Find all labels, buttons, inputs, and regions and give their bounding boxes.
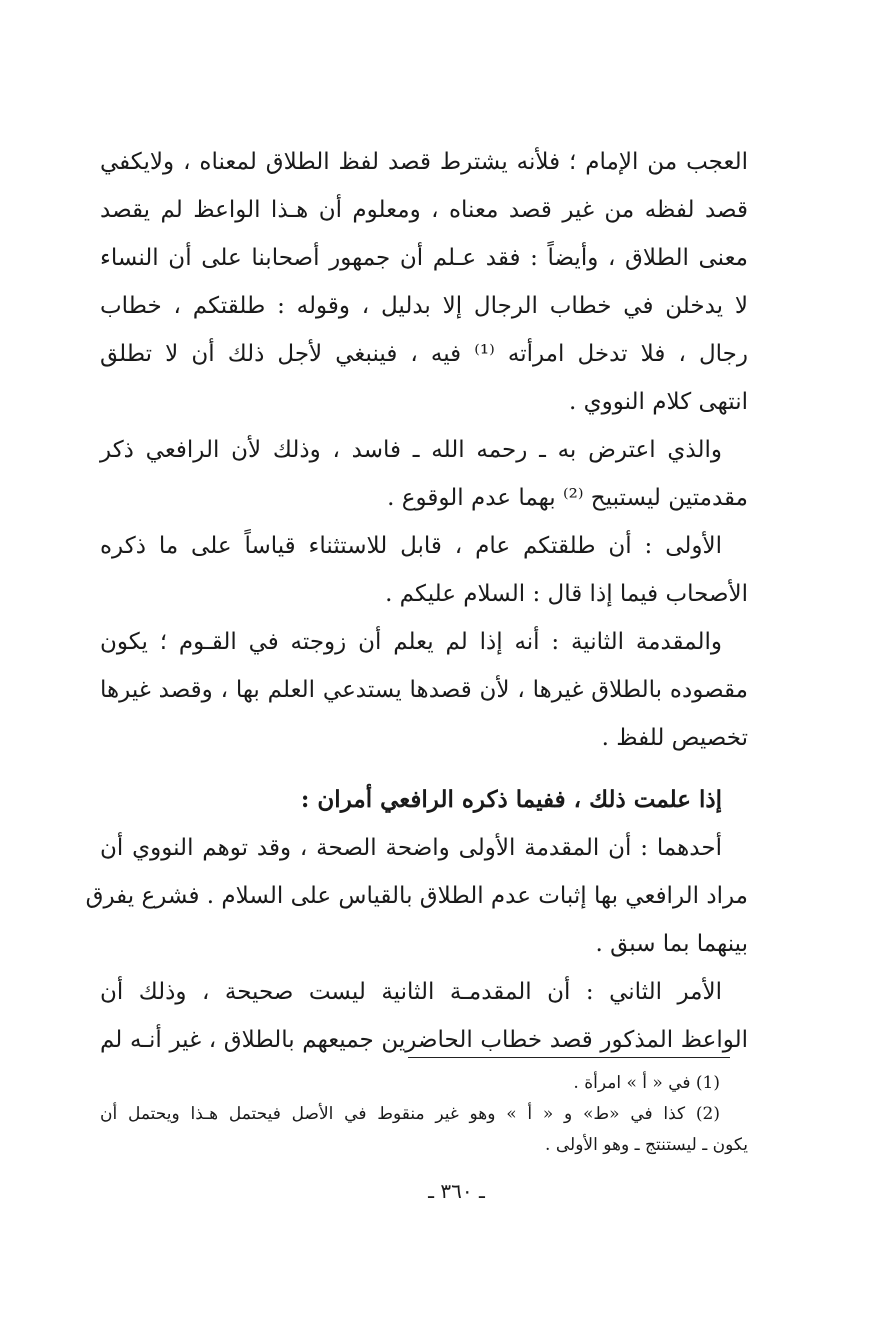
body-text [85, 138, 748, 1064]
section-heading: إذا علمت ذلك ، ففيما ذكره الرافعي أمران : [300, 786, 722, 813]
text-line: انتهى كلام النووي . [569, 389, 748, 415]
text-line: الواعظ المذكور قصد خطاب الحاضرين جميعهم بالطلاق ، غير أنـه لم [100, 1027, 748, 1053]
text-line: الأصحاب فيما إذا قال : السلام عليكم . [385, 581, 748, 607]
footnotes [100, 1068, 748, 1161]
text-line: مراد الرافعي بها إثبات عدم الطلاق بالقياس على السلام . فشرع يفرق [85, 883, 748, 909]
text-line: والذي اعترض به ـ رحمه الله ـ فاسد ، وذلك لأن الرافعي ذكر [100, 437, 722, 463]
footnote-1: (1) في « أ » امرأة . [573, 1073, 720, 1093]
text-line: أحدهما : أن المقدمة الأولى واضحة الصحة ، وقد توهم النووي أن [100, 835, 722, 861]
text-line: والمقدمة الثانية : أنه إذا لم يعلم أن زوجته في القـوم ؛ يكون [100, 629, 722, 655]
text-line: لا يدخلن في خطاب الرجال إلا بدليل ، وقوله : طلقتكم ، خطاب [100, 293, 748, 319]
page-number-label: ـ ٣٦٠ ـ [428, 1179, 485, 1203]
text-line: بينهما بما سبق . [595, 931, 748, 957]
text-line: رجال ، فلا تدخل امرأته ⁽¹⁾ فيه ، فينبغي لأجل ذلك أن لا تطلق [100, 341, 748, 367]
footnote-2: (2) كذا في «ط» و « أ » وهو غير منقوط في الأصل فيحتمل هـذا ويحتمل أن [100, 1104, 720, 1124]
paragraph-gap [100, 762, 748, 776]
text-line: مقدمتين ليستبيح ⁽²⁾ بهما عدم الوقوع . [387, 485, 748, 511]
text-line: مقصوده بالطلاق غيرها ، لأن قصدها يستدعي العلم بها ، وقصد غيرها [100, 677, 748, 703]
text-line: العجب من الإمام ؛ فلأنه يشترط قصد لفظ الطلاق لمعناه ، ولايكفي [100, 149, 748, 175]
footnote-separator [408, 1057, 730, 1058]
page-number [0, 1176, 873, 1206]
text-line: تخصيص للفظ . [601, 725, 748, 751]
text-line: قصد لفظه من غير قصد معناه ، ومعلوم أن هـذا الواعظ لم يقصد [100, 197, 748, 223]
text-line: الأمر الثاني : أن المقدمـة الثانية ليست صحيحة ، وذلك أن [100, 979, 722, 1005]
text-line: الأولى : أن طلقتكم عام ، قابل للاستثناء قياساً على ما ذكره [100, 533, 722, 559]
footnote-2-continued: يكون ـ ليستنتج ـ وهو الأولى . [545, 1135, 748, 1155]
text-line: معنى الطلاق ، وأيضاً : فقد عـلم أن جمهور أصحابنا على أن النساء [100, 245, 748, 271]
